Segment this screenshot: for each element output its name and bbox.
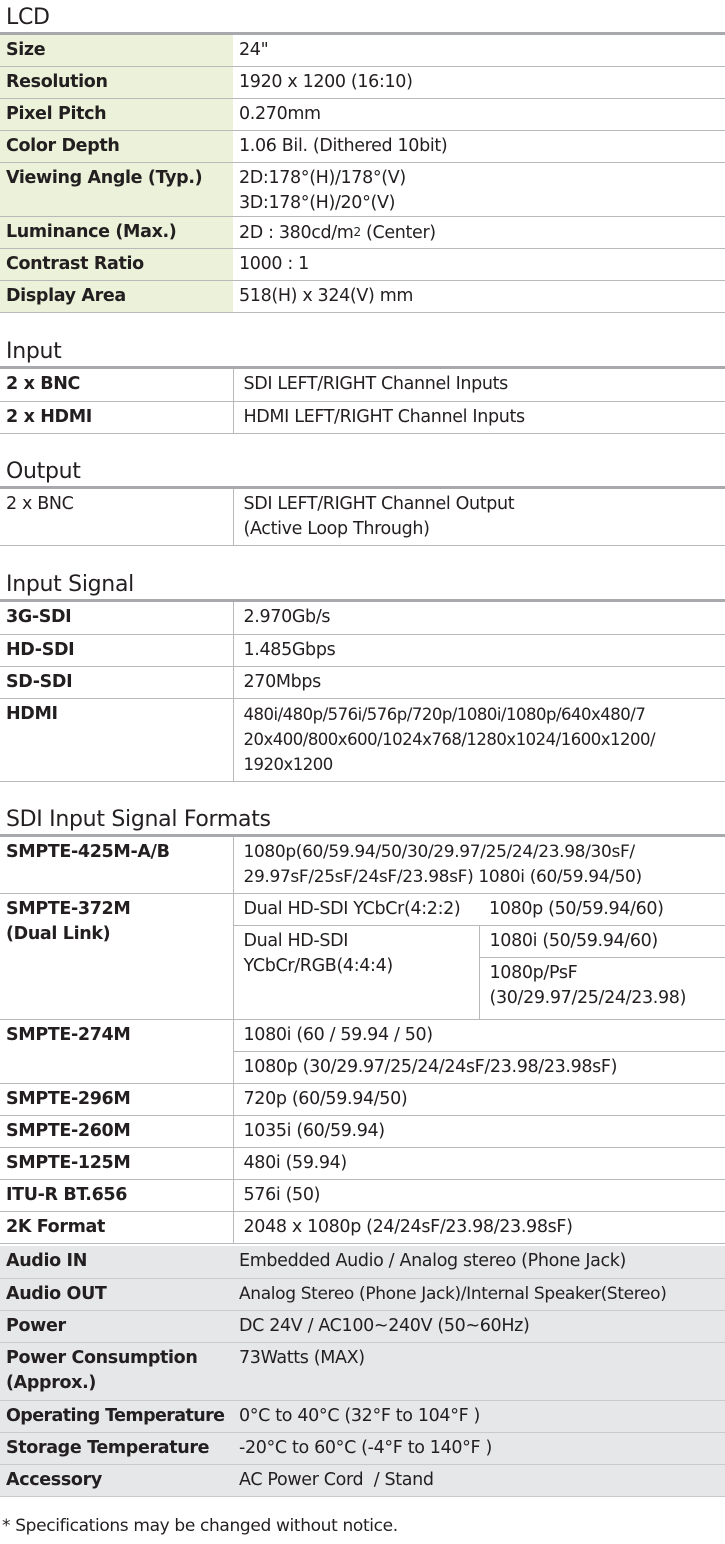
table-row bbox=[0, 1179, 725, 1211]
row-label: SD-SDI bbox=[0, 666, 233, 698]
row-value: 480i (59.94) bbox=[233, 1147, 725, 1179]
table-row bbox=[0, 216, 725, 248]
row-label: SMPTE-425M-A/B bbox=[0, 837, 233, 893]
value-line: YCbCr/RGB(4:4:4) bbox=[243, 955, 393, 976]
section-title-lcd: LCD bbox=[6, 5, 50, 30]
value-line: 2D:178°(H)/178°(V) bbox=[239, 167, 406, 188]
row-label: Audio OUT bbox=[0, 1278, 233, 1310]
row-label: 2 x BNC bbox=[0, 489, 233, 545]
row-label: SMPTE-274M bbox=[0, 1019, 233, 1083]
row-value: 518(H) x 324(V) mm bbox=[233, 280, 725, 312]
row-value: 73Watts (MAX) bbox=[233, 1342, 725, 1400]
table-row bbox=[0, 1310, 725, 1342]
row-label: Operating Temperature bbox=[0, 1400, 233, 1432]
output-table bbox=[0, 489, 725, 546]
table-row bbox=[0, 1083, 725, 1115]
table-row bbox=[0, 1464, 725, 1496]
value-line: 1080p(60/59.94/50/30/29.97/25/24/23.98/30sF/ bbox=[243, 842, 635, 862]
table-row bbox=[0, 35, 725, 66]
row-label bbox=[0, 1342, 233, 1400]
row-label: Storage Temperature bbox=[0, 1432, 233, 1464]
table-row bbox=[0, 1211, 725, 1243]
row-label: Luminance (Max.) bbox=[0, 216, 233, 248]
value-line: 480i/480p/576i/576p/720p/1080i/1080p/640x480/7 bbox=[243, 704, 646, 724]
row-label: SMPTE-260M bbox=[0, 1115, 233, 1147]
footnote: * Specifications may be changed without notice. bbox=[2, 1516, 398, 1536]
row-label: Contrast Ratio bbox=[0, 248, 233, 280]
section-title-input-signal: Input Signal bbox=[6, 572, 134, 597]
table-row bbox=[0, 162, 725, 216]
table-row bbox=[0, 489, 725, 545]
label-line: SMPTE-372M bbox=[6, 898, 131, 919]
row-label: SMPTE-125M bbox=[0, 1147, 233, 1179]
lcd-table bbox=[0, 35, 725, 313]
mode-cell: Dual HD-SDI YCbCr(4:2:2) bbox=[233, 893, 479, 925]
row-value: AC Power Cord / Stand bbox=[233, 1464, 725, 1496]
row-value: 720p (60/59.94/50) bbox=[233, 1083, 725, 1115]
row-label: 2K Format bbox=[0, 1211, 233, 1243]
table-row bbox=[0, 837, 725, 893]
row-value: 1080p (30/29.97/25/24/24sF/23.98/23.98sF) bbox=[233, 1051, 725, 1083]
value-line: (30/29.97/25/24/23.98) bbox=[489, 987, 687, 1008]
output-section bbox=[0, 458, 725, 546]
table-row bbox=[0, 280, 725, 312]
row-label: Resolution bbox=[0, 66, 233, 98]
value-line: Dual HD-SDI bbox=[243, 930, 349, 951]
mode-cell bbox=[233, 925, 479, 1019]
table-row bbox=[0, 1432, 725, 1464]
row-value: 1.485Gbps bbox=[233, 634, 725, 666]
row-value: 1000 : 1 bbox=[233, 248, 725, 280]
table-row bbox=[0, 401, 725, 433]
row-label: Accessory bbox=[0, 1464, 233, 1496]
format-cell: 1080p (50/59.94/60) bbox=[479, 893, 725, 925]
table-row bbox=[0, 1246, 725, 1278]
row-label: Power bbox=[0, 1310, 233, 1342]
table-row bbox=[0, 893, 725, 925]
superscript: 2 bbox=[353, 224, 361, 239]
row-value: Embedded Audio / Analog stereo (Phone Jack) bbox=[233, 1246, 725, 1278]
row-value: 270Mbps bbox=[233, 666, 725, 698]
lcd-section bbox=[0, 4, 725, 313]
misc-section bbox=[0, 1246, 725, 1497]
row-label: Display Area bbox=[0, 280, 233, 312]
row-value: 1.06 Bil. (Dithered 10bit) bbox=[233, 130, 725, 162]
row-label: 2 x HDMI bbox=[0, 401, 233, 433]
row-value: 0.270mm bbox=[233, 98, 725, 130]
table-row bbox=[0, 1115, 725, 1147]
section-title-input: Input bbox=[6, 339, 62, 364]
table-row bbox=[0, 1147, 725, 1179]
row-label: Viewing Angle (Typ.) bbox=[0, 162, 233, 216]
table-row bbox=[0, 1342, 725, 1400]
row-value: 576i (50) bbox=[233, 1179, 725, 1211]
format-cell bbox=[479, 957, 725, 1019]
row-label: ITU-R BT.656 bbox=[0, 1179, 233, 1211]
input-signal-section bbox=[0, 571, 725, 782]
value-line: 29.97sF/25sF/24sF/23.98sF) 1080i (60/59.94/50) bbox=[243, 867, 642, 887]
input-section bbox=[0, 338, 725, 434]
label-line: Power Consumption bbox=[6, 1347, 198, 1368]
value-line: 20x400/800x600/1024x768/1280x1024/1600x1200/ bbox=[243, 729, 656, 749]
row-value bbox=[233, 698, 725, 781]
row-value: -20°C to 60°C (-4°F to 140°F ) bbox=[233, 1432, 725, 1464]
row-value: HDMI LEFT/RIGHT Channel Inputs bbox=[233, 401, 725, 433]
value-text: 2D : 380cd/m bbox=[239, 222, 354, 243]
sdi-formats-section bbox=[0, 806, 725, 1244]
row-value bbox=[233, 216, 725, 248]
table-row bbox=[0, 369, 725, 401]
table-row bbox=[0, 130, 725, 162]
row-value: 1920 x 1200 (16:10) bbox=[233, 66, 725, 98]
row-label: SMPTE-296M bbox=[0, 1083, 233, 1115]
value-line: 1920x1200 bbox=[243, 754, 333, 774]
row-label: Audio IN bbox=[0, 1246, 233, 1278]
row-label: Size bbox=[0, 35, 233, 66]
label-line: (Approx.) bbox=[6, 1372, 97, 1393]
row-value: DC 24V / AC100~240V (50~60Hz) bbox=[233, 1310, 725, 1342]
format-cell: 1080i (50/59.94/60) bbox=[479, 925, 725, 957]
table-row bbox=[0, 66, 725, 98]
row-value: 1035i (60/59.94) bbox=[233, 1115, 725, 1147]
row-value: 2048 x 1080p (24/24sF/23.98/23.98sF) bbox=[233, 1211, 725, 1243]
row-label: HD-SDI bbox=[0, 634, 233, 666]
value-line: (Active Loop Through) bbox=[243, 519, 430, 539]
row-value: 24" bbox=[233, 35, 725, 66]
row-value bbox=[233, 837, 725, 893]
row-value: SDI LEFT/RIGHT Channel Inputs bbox=[233, 369, 725, 401]
table-row bbox=[0, 1278, 725, 1310]
value-line: SDI LEFT/RIGHT Channel Output bbox=[243, 494, 515, 514]
input-signal-table bbox=[0, 602, 725, 782]
row-label: 3G-SDI bbox=[0, 602, 233, 634]
row-label: 2 x BNC bbox=[0, 369, 233, 401]
row-label: Color Depth bbox=[0, 130, 233, 162]
table-row bbox=[0, 602, 725, 634]
row-label bbox=[0, 893, 233, 1019]
label-line: (Dual Link) bbox=[6, 923, 111, 944]
table-row bbox=[0, 666, 725, 698]
misc-table bbox=[0, 1246, 725, 1497]
value-text: (Center) bbox=[360, 222, 436, 243]
section-title-sdi-formats: SDI Input Signal Formats bbox=[6, 807, 271, 832]
table-row bbox=[0, 634, 725, 666]
row-label: HDMI bbox=[0, 698, 233, 781]
sdi-formats-table bbox=[0, 837, 725, 1244]
table-row bbox=[0, 698, 725, 781]
table-row bbox=[0, 1019, 725, 1051]
row-value: 0°C to 40°C (32°F to 104°F ) bbox=[233, 1400, 725, 1432]
row-value: 2.970Gb/s bbox=[233, 602, 725, 634]
table-row bbox=[0, 98, 725, 130]
input-table bbox=[0, 369, 725, 434]
row-label: Pixel Pitch bbox=[0, 98, 233, 130]
value-line: 1080p/PsF bbox=[489, 962, 578, 983]
table-row bbox=[0, 1400, 725, 1432]
section-title-output: Output bbox=[6, 459, 81, 484]
row-value bbox=[233, 489, 725, 545]
row-value: Analog Stereo (Phone Jack)/Internal Speaker(Stereo) bbox=[233, 1278, 725, 1310]
row-value: 1080i (60 / 59.94 / 50) bbox=[233, 1019, 725, 1051]
table-row bbox=[0, 248, 725, 280]
value-line: 3D:178°(H)/20°(V) bbox=[239, 192, 396, 213]
row-value bbox=[233, 162, 725, 216]
